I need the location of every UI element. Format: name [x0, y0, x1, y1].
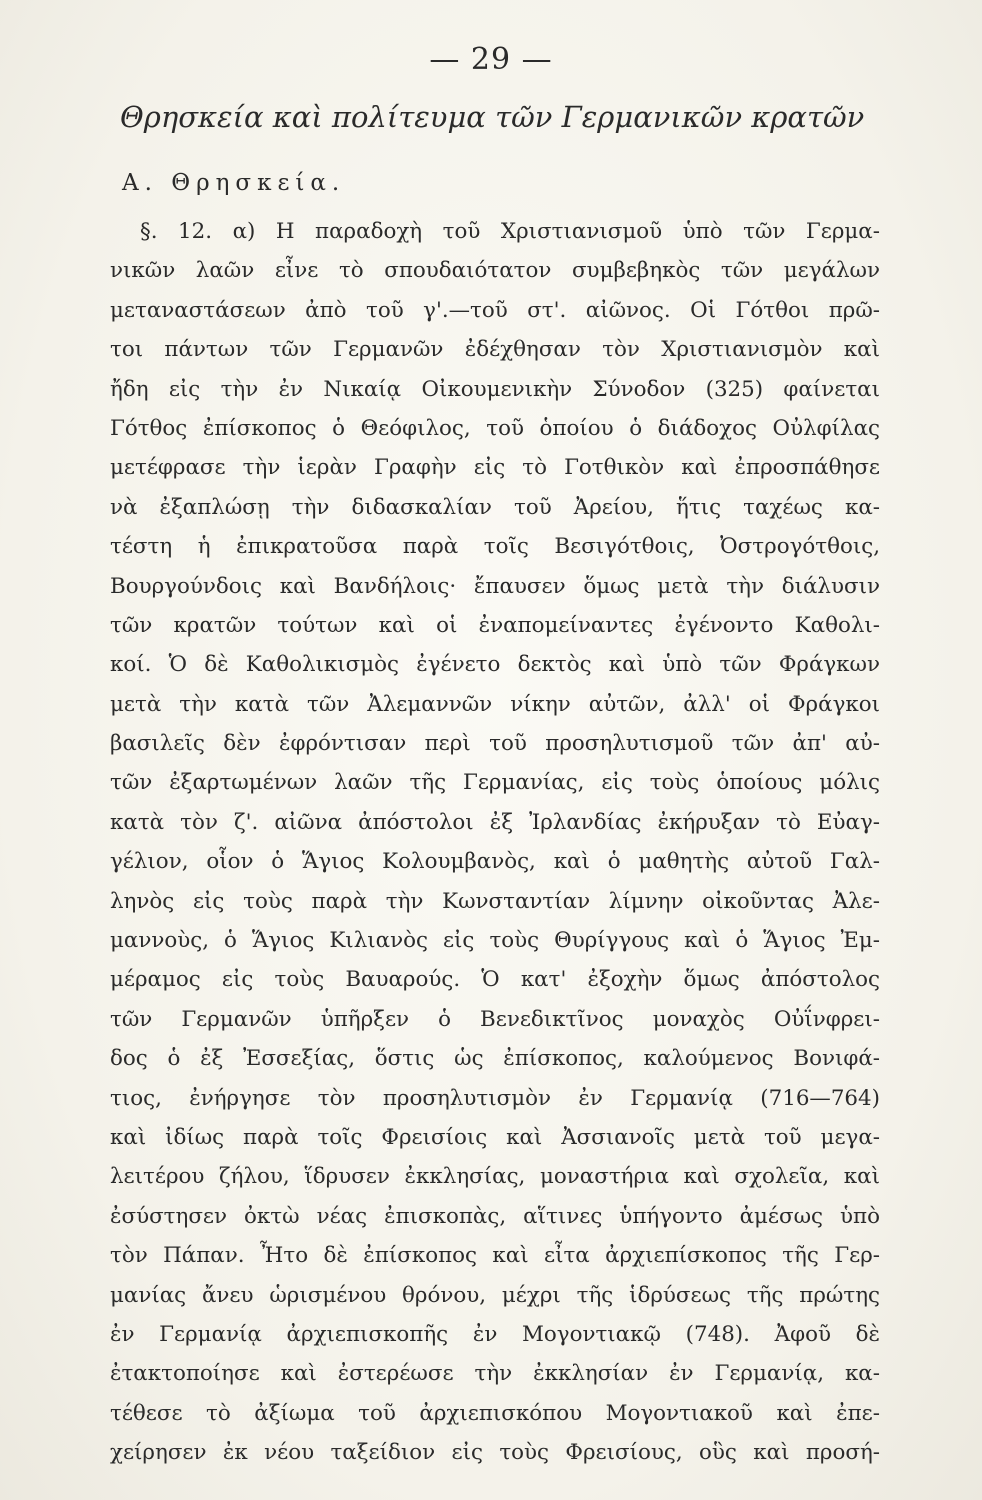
text-line: τῶν κρατῶν τούτων καὶ οἱ ἐναπομείναντες ἐγένοντο Καθολι-: [110, 612, 880, 638]
text-line: βασιλεῖς δὲν ἐφρόντισαν περὶ τοῦ προσηλυτισμοῦ τῶν ἀπ' αὐ-: [110, 731, 880, 757]
text-line: ἐσύστησεν ὀκτὼ νέας ἐπισκοπὰς, αἵτινες ὑπήγοντο ἀμέσως ὑπὸ: [110, 1203, 880, 1229]
text-line: μετέφρασε τὴν ἱερὰν Γραφὴν εἰς τὸ Γοτθικὸν καὶ ἐπροσπάθησε: [110, 455, 880, 481]
text-line: μαννοὺς, ὁ Ἅγιος Κιλιανὸς εἰς τοὺς Θυρίγγους καὶ ὁ Ἅγιος Ἐμ-: [110, 928, 880, 954]
section-subheading: Α. Θρησκεία.: [122, 170, 346, 196]
text-line: §. 12. α) Η παραδοχὴ τοῦ Χριστιανισμοῦ ὑπὸ τῶν Γερμα-: [140, 219, 880, 244]
text-line: τὸν Πάπαν. Ἦτο δὲ ἐπίσκοπος καὶ εἶτα ἀρχιεπίσκοπος τῆς Γερ-: [110, 1243, 880, 1269]
text-line: κοί. Ὁ δὲ Καθολικισμὸς ἐγένετο δεκτὸς καὶ ὑπὸ τῶν Φράγκων: [110, 652, 880, 678]
text-line: νικῶν λαῶν εἶνε τὸ σπουδαιότατον συμβεβηκὸς τῶν μεγάλων: [110, 258, 880, 284]
text-line: Γότθος ἐπίσκοπος ὁ Θεόφιλος, τοῦ ὁποίου ὁ διάδοχος Οὐλφίλας: [110, 415, 880, 441]
text-line: καὶ ἰδίως παρὰ τοῖς Φρεισίοις καὶ Ἀσσιανοῖς μετὰ τοῦ μεγα-: [110, 1124, 880, 1150]
text-line: μέραμος εἰς τοὺς Βαυαρούς. Ὁ κατ' ἐξοχὴν ὅμως ἀπόστολος: [110, 967, 880, 993]
page-number: — 29 —: [429, 42, 553, 77]
text-line: νὰ ἐξαπλώσῃ τὴν διδασκαλίαν τοῦ Ἀρείου, ἥτις ταχέως κα-: [110, 494, 880, 520]
text-line: ληνὸς εἰς τοὺς παρὰ τὴν Κωνσταντίαν λίμνην οἰκοῦντας Ἀλε-: [110, 888, 880, 914]
text-line: Βουργούνδοις καὶ Βανδήλοις· ἔπαυσεν ὅμως μετὰ τὴν διάλυσιν: [110, 573, 880, 599]
body-text: [110, 212, 880, 1473]
text-line: ἐτακτοποίησε καὶ ἐστερέωσε τὴν ἐκκλησίαν ἐν Γερμανίᾳ, κα-: [110, 1361, 880, 1387]
text-line: τιος, ἐνήργησε τὸν προσηλυτισμὸν ἐν Γερμανίᾳ (716—764): [110, 1085, 880, 1111]
text-line: τέθεσε τὸ ἀξίωμα τοῦ ἀρχιεπισκόπου Μογοντιακοῦ καὶ ἐπε-: [110, 1400, 880, 1426]
chapter-heading: Θρησκεία καὶ πολίτευμα τῶν Γερμανικῶν κρατῶν: [120, 100, 865, 134]
text-line: δος ὁ ἐξ Ἐσσεξίας, ὅστις ὡς ἐπίσκοπος, καλούμενος Βονιφά-: [110, 1046, 880, 1072]
text-line: κατὰ τὸν ζ'. αἰῶνα ἀπόστολοι ἐξ Ἰρλανδίας ἐκήρυξαν τὸ Εὐαγ-: [110, 809, 880, 835]
text-line: μανίας ἄνευ ὡρισμένου θρόνου, μέχρι τῆς ἱδρύσεως τῆς πρώτης: [110, 1282, 880, 1308]
text-line: χείρησεν ἐκ νέου ταξείδιον εἰς τοὺς Φρεισίους, οὓς καὶ προσή-: [110, 1440, 880, 1466]
text-line: τοι πάντων τῶν Γερμανῶν ἐδέχθησαν τὸν Χριστιανισμὸν καὶ: [110, 337, 880, 363]
text-line: μετὰ τὴν κατὰ τῶν Ἀλεμαννῶν νίκην αὐτῶν, ἀλλ' οἱ Φράγκοι: [110, 691, 880, 717]
text-line: ἐν Γερμανίᾳ ἀρχιεπισκοπῆς ἐν Μογοντιακῷ (748). Ἀφοῦ δὲ: [110, 1321, 880, 1347]
text-line: μεταναστάσεων ἀπὸ τοῦ γ'.—τοῦ στ'. αἰῶνος. Οἱ Γότθοι πρῶ-: [110, 297, 880, 323]
text-line: τέστη ἡ ἐπικρατοῦσα παρὰ τοῖς Βεσιγότθοις, Ὀστρογότθοις,: [110, 534, 880, 560]
text-line: ἤδη εἰς τὴν ἐν Νικαίᾳ Οἰκουμενικὴν Σύνοδον (325) φαίνεται: [110, 376, 880, 402]
text-line: τῶν ἐξαρτωμένων λαῶν τῆς Γερμανίας, εἰς τοὺς ὁποίους μόλις: [110, 770, 880, 796]
text-line: γέλιον, οἷον ὁ Ἅγιος Κολουμβανὸς, καὶ ὁ μαθητὴς αὐτοῦ Γαλ-: [110, 849, 880, 875]
text-line: λειτέρου ζήλου, ἵδρυσεν ἐκκλησίας, μοναστήρια καὶ σχολεῖα, καὶ: [110, 1164, 880, 1190]
text-line: τῶν Γερμανῶν ὑπῆρξεν ὁ Βενεδικτῖνος μοναχὸς Οὐΐνφρει-: [110, 1006, 880, 1032]
